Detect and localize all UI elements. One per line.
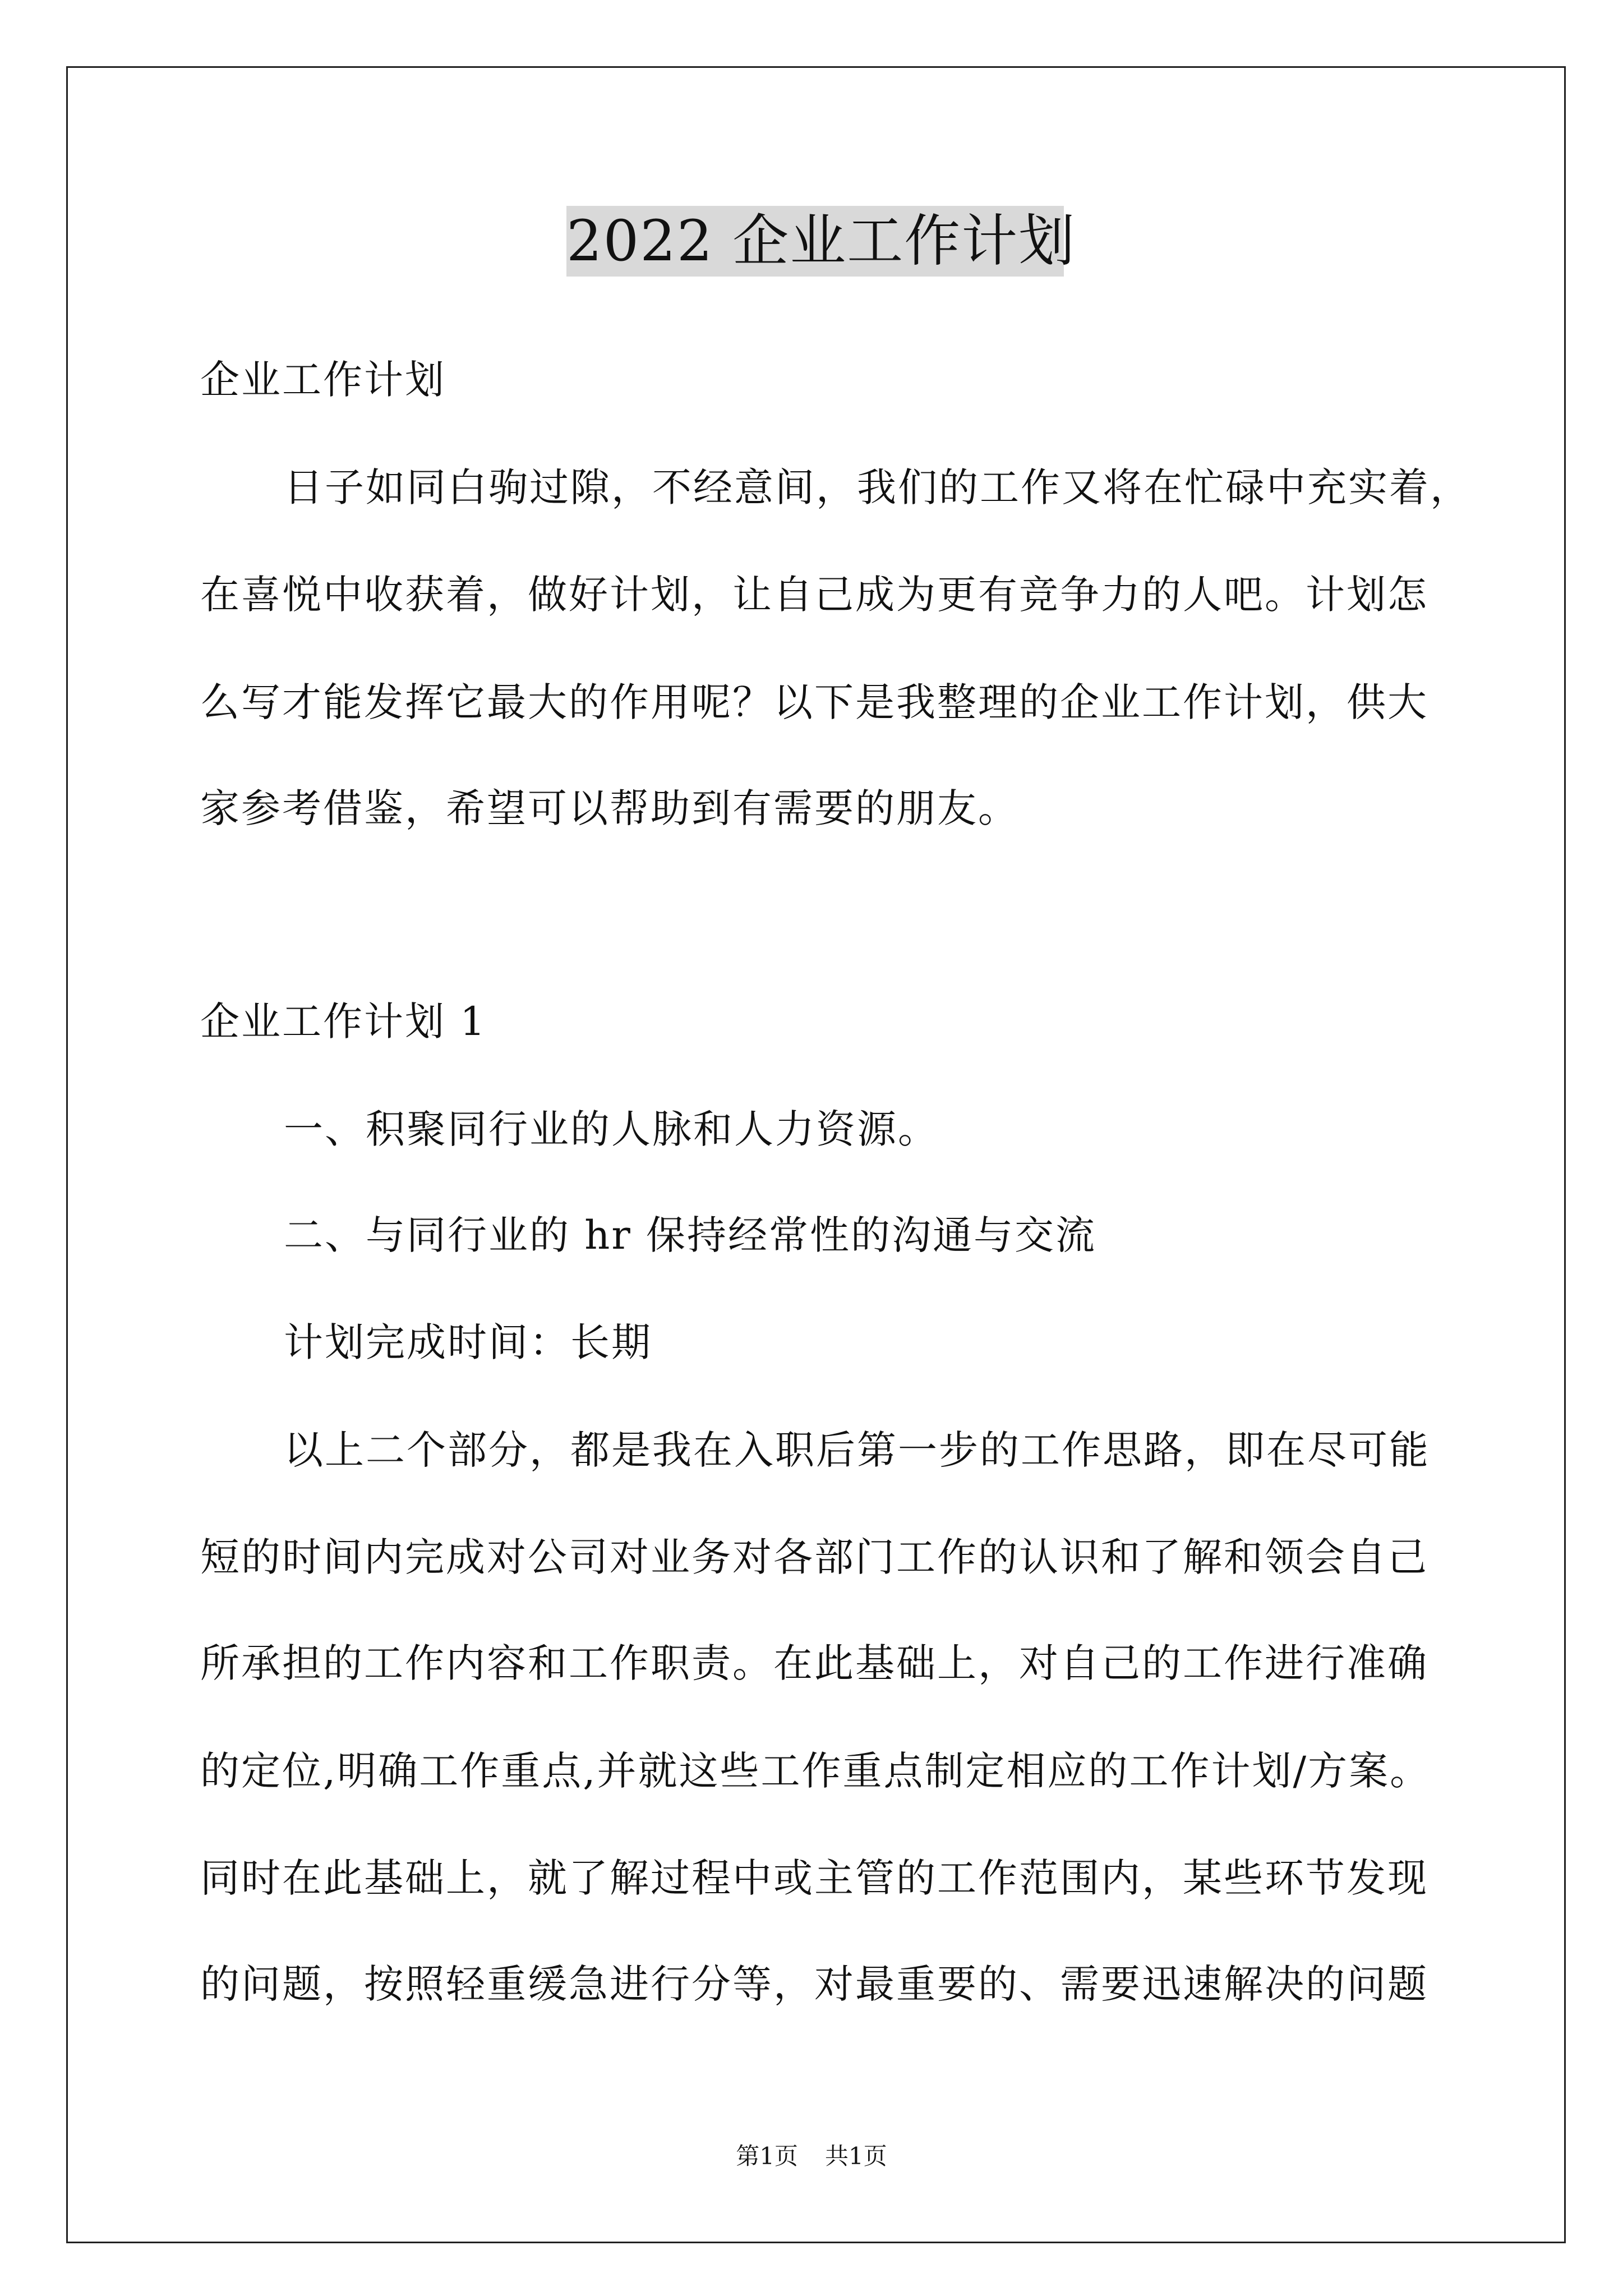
document-subtitle: 企业工作计划: [200, 357, 446, 403]
page-footer: [0, 2141, 1623, 2172]
intro-line: 么写才能发挥它最大的作用呢？以下是我整理的企业工作计划，供大: [200, 679, 1428, 725]
body-line: 的定位,明确工作重点,并就这些工作重点制定相应的工作计划/方案。: [200, 1748, 1431, 1794]
section-heading: 企业工作计划 1: [200, 999, 487, 1045]
page-total: 共1页: [825, 2142, 887, 2170]
body-line: 短的时间内完成对公司对业务对各部门工作的认识和了解和领会自己: [200, 1534, 1428, 1580]
intro-line: 家参考借鉴，希望可以帮助到有需要的朋友。: [200, 785, 1019, 831]
document-title: 2022 企业工作计划: [566, 206, 1064, 277]
body-line: 以上二个部分，都是我在入职后第一步的工作思路，即在尽可能: [284, 1427, 1430, 1473]
page-number: 第1页: [736, 2142, 798, 2170]
intro-line: 在喜悦中收获着，做好计划，让自己成为更有竞争力的人吧。计划怎: [200, 572, 1428, 618]
intro-line: 日子如同白驹过隙，不经意间，我们的工作又将在忙碌中充实着，: [284, 464, 1471, 510]
completion-time: 计划完成时间：长期: [284, 1319, 652, 1365]
plan-item: 二、与同行业的 hr 保持经常性的沟通与交流: [284, 1212, 1097, 1258]
plan-item: 一、积聚同行业的人脉和人力资源。: [284, 1106, 939, 1152]
body-line: 的问题，按照轻重缓急进行分等，对最重要的、需要迅速解决的问题: [200, 1961, 1428, 2007]
body-line: 所承担的工作内容和工作职责。在此基础上，对自己的工作进行准确: [200, 1640, 1428, 1686]
body-line: 同时在此基础上，就了解过程中或主管的工作范围内，某些环节发现: [200, 1855, 1428, 1901]
